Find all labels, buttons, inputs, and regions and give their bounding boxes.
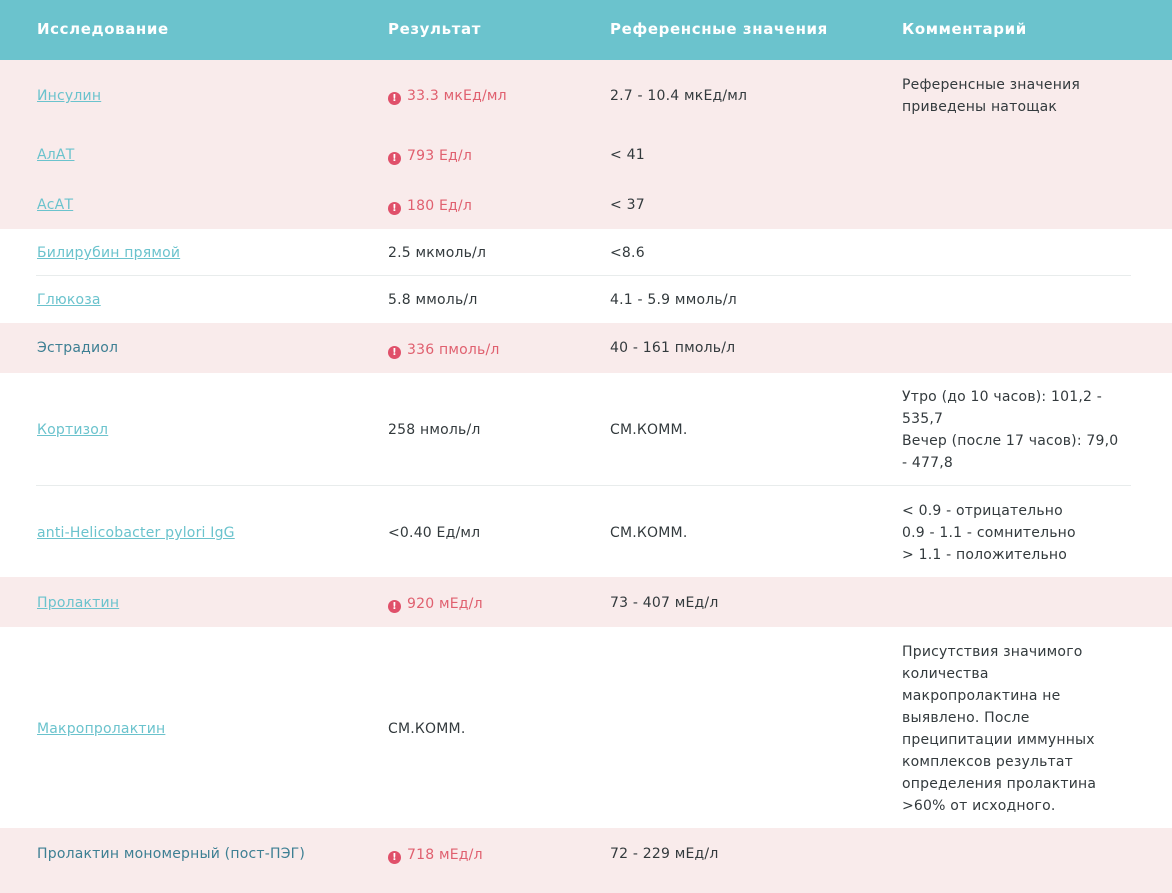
result-value: [388, 145, 598, 167]
result-value: <0.40 Ед/мл: [388, 525, 481, 541]
table-row: [0, 627, 1172, 828]
table-row: [0, 229, 1172, 276]
comment-line: Утро (до 10 часов): 101,2 -: [902, 389, 1102, 405]
reference-value: 2.7 - 10.4 мкЕд/мл: [610, 88, 748, 104]
comment-line: 535,7: [902, 411, 944, 427]
table-row: [0, 373, 1172, 486]
result-value: СМ.КОММ.: [388, 721, 466, 737]
reference-value: < 37: [610, 197, 645, 213]
result-value: [388, 593, 598, 615]
alert-icon: !: [388, 152, 401, 165]
comment-line: Референсные значения: [902, 77, 1080, 93]
reference-value: <8.6: [610, 245, 645, 261]
comment-line: комплексов результат: [902, 754, 1074, 770]
result-value: [388, 195, 598, 217]
table-row: [0, 486, 1172, 577]
header-reference: Референсные значения: [610, 20, 828, 38]
table-row: [0, 180, 1172, 229]
alert-icon: !: [388, 851, 401, 864]
test-link-asat[interactable]: АсАТ: [37, 197, 74, 213]
result-value: [388, 844, 598, 866]
comment: [902, 500, 1134, 566]
comment-line: выявлено. После: [902, 710, 1030, 726]
alert-icon: !: [388, 202, 401, 215]
test-link-bilirubin[interactable]: Билирубин прямой: [37, 245, 181, 261]
test-link-glucose[interactable]: Глюкоза: [37, 292, 101, 308]
test-link-prolactin[interactable]: Пролактин: [37, 595, 120, 611]
comment-line: >60% от исходного.: [902, 798, 1056, 814]
comment-line: макропролактина не: [902, 688, 1061, 704]
alert-icon: !: [388, 92, 401, 105]
reference-value: 4.1 - 5.9 ммоль/л: [610, 292, 737, 308]
alert-icon: !: [388, 600, 401, 613]
comment-line: Присутствия значимого: [902, 644, 1083, 660]
comment: [902, 641, 1134, 817]
comment: [902, 386, 1134, 474]
table-row: [0, 323, 1172, 373]
result-text: 920 мЕд/л: [407, 596, 483, 612]
result-value: [388, 339, 598, 361]
reference-value: СМ.КОММ.: [610, 525, 688, 541]
test-name-estradiol: Эстрадиол: [37, 340, 119, 356]
result-text: 33.3 мкЕд/мл: [407, 88, 507, 104]
result-value: [388, 85, 598, 107]
result-text: 718 мЕд/л: [407, 847, 483, 863]
reference-value: 73 - 407 мЕд/л: [610, 595, 719, 611]
result-value: 5.8 ммоль/л: [388, 292, 478, 308]
comment-line: - 477,8: [902, 455, 953, 471]
alert-icon: !: [388, 346, 401, 359]
comment-line: 0.9 - 1.1 - сомнительно: [902, 525, 1076, 541]
reference-value: < 41: [610, 147, 645, 163]
test-name-prolactin-monomeric: Пролактин мономерный (пост-ПЭГ): [37, 846, 306, 862]
result-value: 2.5 мкмоль/л: [388, 245, 487, 261]
result-text: 793 Ед/л: [407, 148, 472, 164]
result-value: 258 нмоль/л: [388, 422, 481, 438]
header-result: Результат: [388, 20, 482, 38]
table-row: [0, 60, 1172, 129]
reference-value: СМ.КОММ.: [610, 422, 688, 438]
table-header: [0, 0, 1172, 60]
test-link-helicobacter[interactable]: anti-Helicobacter pylori IgG: [37, 525, 235, 541]
table-row: [0, 828, 1172, 893]
table-row: [0, 276, 1172, 323]
reference-value: 72 - 229 мЕд/л: [610, 846, 719, 862]
header-comment: Комментарий: [902, 20, 1027, 38]
result-text: 180 Ед/л: [407, 198, 472, 214]
test-link-insulin[interactable]: Инсулин: [37, 88, 102, 104]
header-test: Исследование: [37, 20, 169, 38]
test-link-cortisol[interactable]: Кортизол: [37, 422, 109, 438]
comment-line: приведены натощак: [902, 99, 1058, 115]
comment-line: определения пролактина: [902, 776, 1097, 792]
reference-value: 40 - 161 пмоль/л: [610, 340, 736, 356]
comment-line: > 1.1 - положительно: [902, 547, 1068, 563]
result-text: 336 пмоль/л: [407, 342, 500, 358]
comment-line: < 0.9 - отрицательно: [902, 503, 1063, 519]
test-link-macroprolactin[interactable]: Макропролактин: [37, 721, 166, 737]
comment-line: количества: [902, 666, 989, 682]
comment-line: преципитации иммунных: [902, 732, 1095, 748]
comment-line: Вечер (после 17 часов): 79,0: [902, 433, 1119, 449]
table-row: [0, 577, 1172, 627]
comment: [902, 74, 1134, 118]
table-row: [0, 129, 1172, 180]
test-link-alat[interactable]: АлАТ: [37, 147, 75, 163]
